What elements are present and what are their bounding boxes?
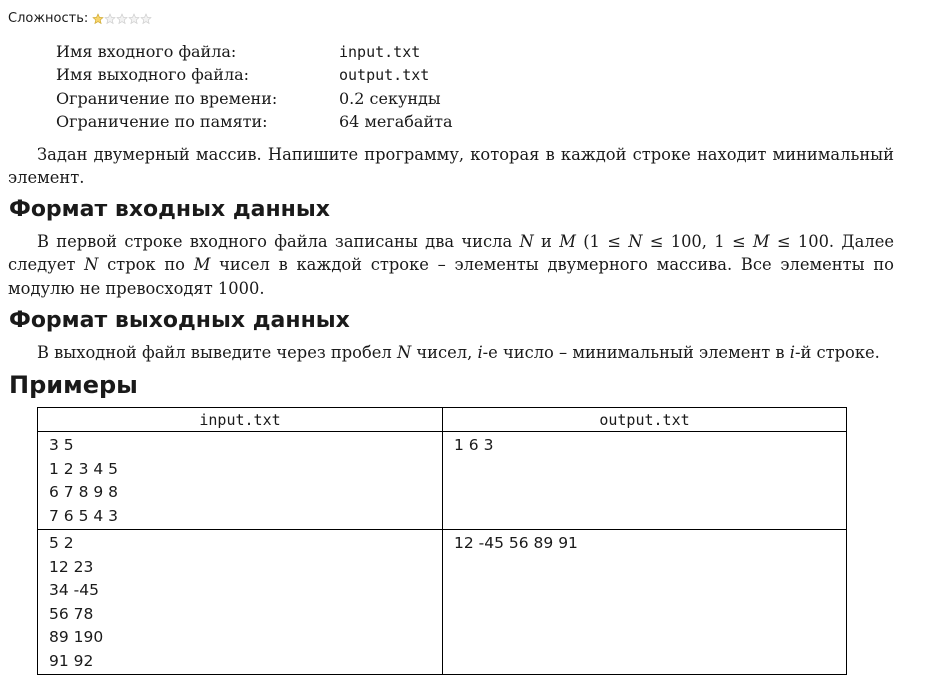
math-var: N	[519, 232, 534, 251]
math-var: M	[752, 232, 770, 251]
star-filled-icon	[92, 13, 104, 25]
example-row	[38, 432, 847, 530]
problem-statement: Задан двумерный массив. Напишите программу, которая в каждой строке находит минимальный элемент.	[8, 145, 894, 188]
text-fragment: чисел в каждой строке – элементы двумерного массива. Все элементы по модулю не превосходят 1000.	[8, 255, 894, 298]
examples-table	[37, 407, 847, 675]
limit-row-output-file	[56, 63, 453, 86]
input-line: 7 6 5 4 3	[49, 506, 119, 525]
text-fragment: строк по	[98, 255, 194, 275]
example-input-cell	[38, 432, 443, 530]
star-empty-icon	[116, 13, 128, 25]
text-fragment: ≤ 100. Далее следует	[8, 232, 894, 275]
input-line: 1 2 3 4 5	[49, 459, 119, 478]
output-line: 1 6 3	[454, 436, 494, 454]
input-line: 5 2	[49, 534, 74, 552]
text-fragment: ≤ 100, 1 ≤	[642, 232, 753, 251]
math-var: i	[789, 343, 795, 362]
limit-key: Ограничение по памяти:	[56, 112, 268, 132]
limit-row-memory	[56, 110, 453, 133]
difficulty-label: Сложность:	[8, 11, 89, 26]
input-line: 34 -45	[49, 581, 99, 599]
math-var: N	[396, 343, 412, 362]
text-fragment: В выходной файл выведите через пробел	[37, 343, 397, 362]
star-empty-icon	[104, 13, 116, 25]
text-fragment: чисел,	[411, 343, 478, 362]
math-var: M	[193, 255, 211, 275]
limit-value: output.txt	[339, 65, 430, 84]
limit-row-input-file	[56, 40, 453, 63]
math-var: i	[477, 343, 483, 362]
star-empty-icon	[128, 13, 140, 25]
output-line: 12 -45 56 89 91	[454, 534, 578, 552]
limit-value: 0.2 секунды	[339, 88, 441, 108]
star-empty-icon	[140, 13, 152, 25]
limits-table	[56, 40, 453, 133]
math-var: M	[559, 232, 576, 251]
input-format-text	[8, 230, 894, 300]
output-format-heading: Формат выходных данных	[9, 308, 350, 333]
difficulty-rating	[8, 10, 152, 28]
input-line: 6 7 8 9 8	[49, 483, 119, 501]
example-input-cell	[38, 530, 443, 675]
math-var: N	[628, 232, 643, 251]
examples-heading: Примеры	[9, 371, 138, 399]
input-line: 91 92	[49, 651, 94, 670]
output-format-text	[8, 341, 894, 364]
input-format-heading: Формат входных данных	[9, 197, 330, 222]
limit-key: Ограничение по времени:	[56, 88, 278, 108]
star-rating	[92, 13, 152, 25]
text-fragment: (1 ≤	[575, 232, 629, 251]
limit-row-time	[56, 87, 453, 110]
example-output-cell	[443, 432, 847, 530]
input-line: 56 78	[49, 604, 94, 623]
input-line: 12 23	[49, 557, 94, 576]
limit-value: input.txt	[339, 42, 421, 61]
text-fragment: -й строке.	[794, 343, 880, 362]
limit-value: 64 мегабайта	[339, 112, 453, 132]
input-line: 89 190	[49, 628, 104, 646]
text-fragment: и	[533, 232, 560, 251]
input-column-header: input.txt	[38, 408, 443, 432]
text-fragment: В первой строке входного файла записаны два числа	[37, 232, 520, 251]
examples-header-row	[38, 408, 847, 432]
output-column-header: output.txt	[443, 408, 847, 432]
example-output-cell	[443, 530, 847, 675]
text-fragment: -е число – минимальный элемент в	[482, 343, 790, 362]
example-row	[38, 530, 847, 675]
limit-key: Имя выходного файла:	[56, 65, 250, 85]
input-line: 3 5	[49, 436, 74, 454]
math-var: N	[84, 255, 99, 275]
limit-key: Имя входного файла:	[56, 42, 237, 62]
